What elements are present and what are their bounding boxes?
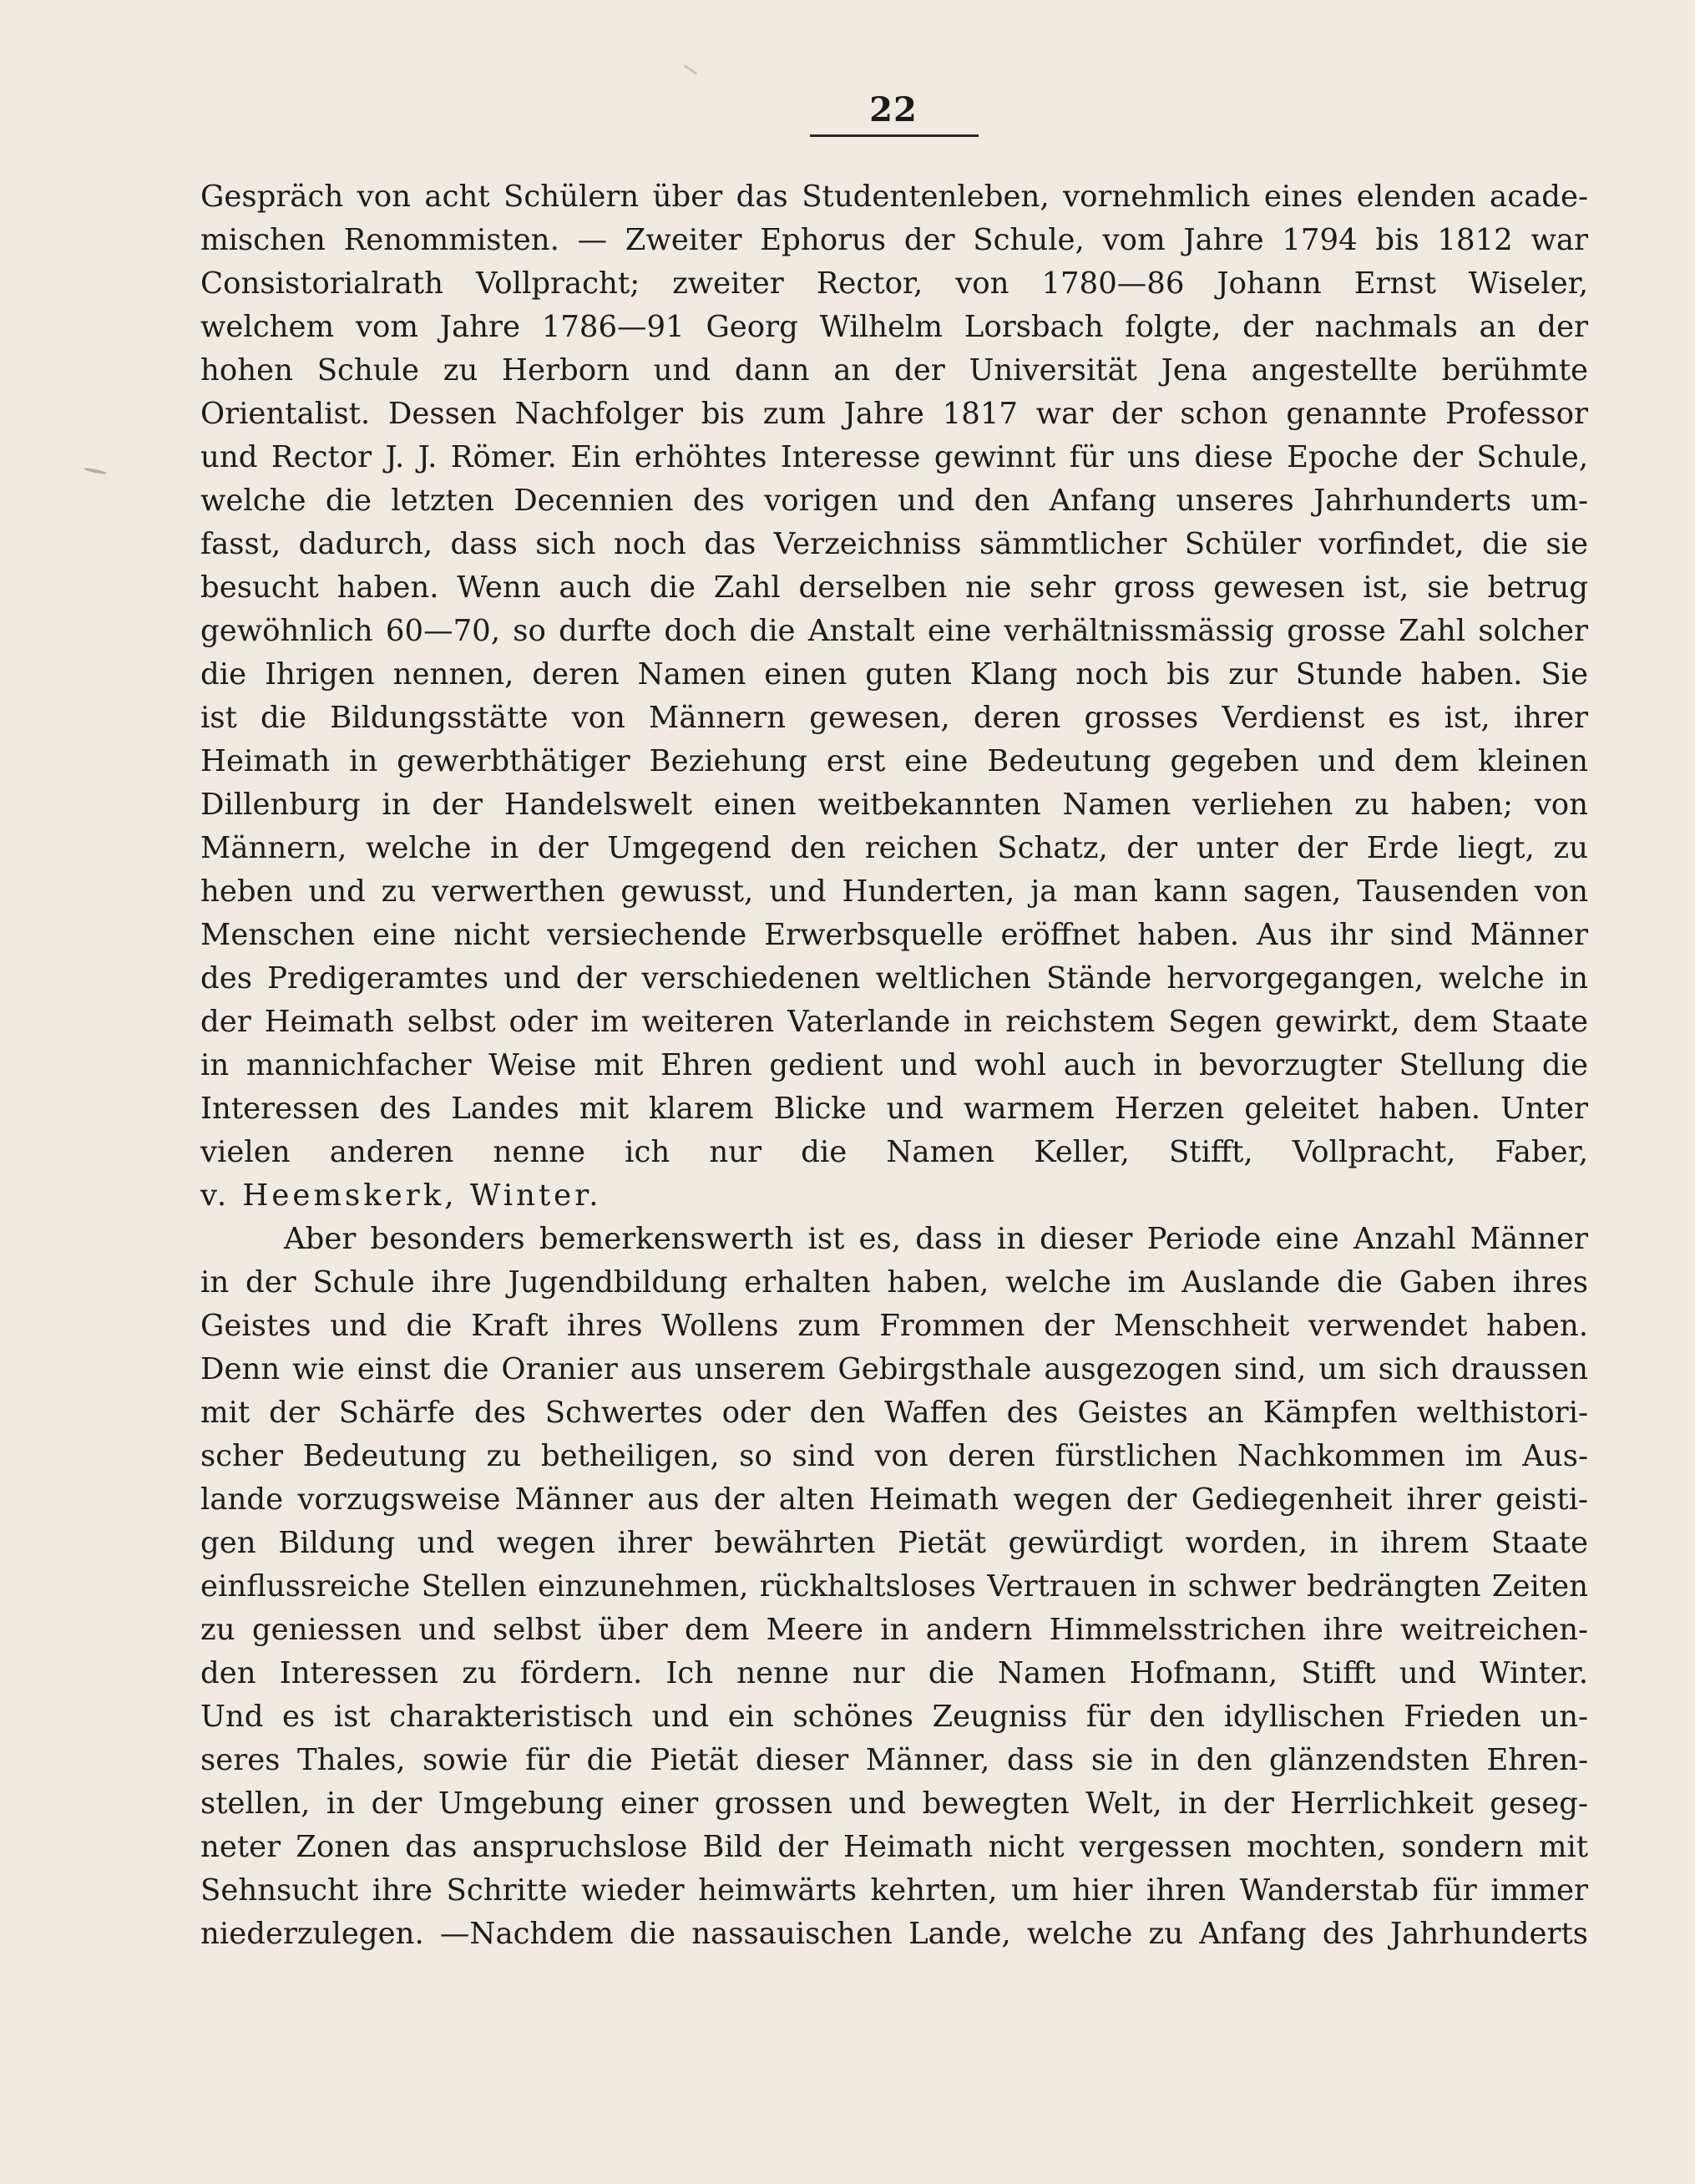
text-line: Geistes und die Kraft ihres Wollens zum Frommen der Menschheit verwendet haben. bbox=[200, 1309, 1588, 1343]
text-line: mit der Schärfe des Schwertes oder den Waffen des Geistes an Kämpfen welthistori- bbox=[200, 1396, 1588, 1430]
scan-speck bbox=[83, 467, 107, 475]
header-rule bbox=[810, 134, 979, 137]
scan-speck bbox=[684, 64, 697, 75]
text-line: heben und zu verwerthen gewusst, und Hunderten, ja man kann sagen, Tausenden von bbox=[200, 874, 1588, 909]
text-line: neter Zonen das anspruchslose Bild der Heimath nicht vergessen mochten, sondern mit bbox=[200, 1830, 1588, 1864]
text-line: seres Thales, sowie für die Pietät dieser Männer, dass sie in den glänzendsten Ehren- bbox=[200, 1743, 1588, 1777]
body-text bbox=[200, 175, 1588, 1956]
text-line: Männern, welche in der Umgegend den reichen Schatz, der unter der Erde liegt, zu bbox=[200, 831, 1588, 865]
text-line: hohen Schule zu Herborn und dann an der Universität Jena angestellte berühmte bbox=[200, 353, 1588, 388]
text-line: gen Bildung und wegen ihrer bewährten Pietät gewürdigt worden, in ihrem Staate bbox=[200, 1526, 1588, 1560]
text-line: vielen anderen nenne ich nur die Namen Keller, Stifft, Vollpracht, Faber, bbox=[200, 1135, 1588, 1169]
text-line: einflussreiche Stellen einzunehmen, rückhaltsloses Vertrauen in schwer bedrängten Zeiten bbox=[200, 1569, 1588, 1604]
text-line: fasst, dadurch, dass sich noch das Verzeichniss sämmtlicher Schüler vorfindet, die sie bbox=[200, 527, 1588, 561]
text-line: niederzulegen. —Nachdem die nassauischen Lande, welche zu Anfang des Jahrhunderts bbox=[200, 1917, 1588, 1951]
text-line: stellen, in der Umgebung einer grossen und bewegten Welt, in der Herrlichkeit geseg- bbox=[200, 1786, 1588, 1821]
page-number: 22 bbox=[869, 90, 918, 129]
text-line: die Ihrigen nennen, deren Namen einen guten Klang noch bis zur Stunde haben. Sie bbox=[200, 657, 1588, 692]
text-line: Denn wie einst die Oranier aus unserem Gebirgsthale ausgezogen sind, um sich draussen bbox=[200, 1352, 1588, 1386]
text-line: gewöhnlich 60—70, so durfte doch die Anstalt eine verhältnissmässig grosse Zahl solcher bbox=[200, 614, 1588, 648]
text-line: zu geniessen und selbst über dem Meere in andern Himmelsstrichen ihre weitreichen- bbox=[200, 1613, 1588, 1647]
text-line: Menschen eine nicht versiechende Erwerbsquelle eröffnet haben. Aus ihr sind Männer bbox=[200, 918, 1588, 952]
text-line: besucht haben. Wenn auch die Zahl derselben nie sehr gross gewesen ist, sie betrug bbox=[200, 570, 1588, 605]
text-line: Sehnsucht ihre Schritte wieder heimwärts kehrten, um hier ihren Wanderstab für immer bbox=[200, 1873, 1588, 1908]
text-line: Gespräch von acht Schülern über das Studentenleben, vornehmlich eines elenden acade- bbox=[200, 180, 1588, 214]
text-line: in der Schule ihre Jugendbildung erhalten haben, welche im Auslande die Gaben ihres bbox=[200, 1265, 1588, 1300]
text-line: welche die letzten Decennien des vorigen und den Anfang unseres Jahrhunderts um- bbox=[200, 484, 1588, 518]
text-line: der Heimath selbst oder im weiteren Vaterlande in reichstem Segen gewirkt, dem Staate bbox=[200, 1005, 1588, 1039]
text-line: Consistorialrath Vollpracht; zweiter Rector, von 1780—86 Johann Ernst Wiseler, bbox=[200, 266, 1588, 301]
text-line: Dillenburg in der Handelswelt einen weitbekannten Namen verliehen zu haben; von bbox=[200, 788, 1588, 822]
text-line: Interessen des Landes mit klarem Blicke und warmem Herzen geleitet haben. Unter bbox=[200, 1092, 1588, 1126]
text-line: den Interessen zu fördern. Ich nenne nur die Namen Hofmann, Stifft und Winter. bbox=[200, 1656, 1588, 1690]
text-line: lande vorzugsweise Männer aus der alten Heimath wegen der Gediegenheit ihrer geisti- bbox=[200, 1482, 1588, 1517]
text-line: Aber besonders bemerkenswerth ist es, dass in dieser Periode eine Anzahl Männer bbox=[284, 1222, 1588, 1256]
text-line: Orientalist. Dessen Nachfolger bis zum Jahre 1817 war der schon genannte Professor bbox=[200, 397, 1588, 431]
text-line: Heimath in gewerbthätiger Beziehung erst eine Bedeutung gegeben und dem kleinen bbox=[200, 744, 1588, 778]
text-line: und Rector J. J. Römer. Ein erhöhtes Interesse gewinnt für uns diese Epoche der Schule, bbox=[200, 440, 1588, 474]
text-line: mischen Renommisten. — Zweiter Ephorus der Schule, vom Jahre 1794 bis 1812 war bbox=[200, 223, 1588, 257]
text-line: scher Bedeutung zu betheiligen, so sind von deren fürstlichen Nachkommen im Aus- bbox=[200, 1439, 1588, 1473]
text-line: des Predigeramtes und der verschiedenen weltlichen Stände hervorgegangen, welche in bbox=[200, 961, 1588, 996]
text-line: ist die Bildungsstätte von Männern gewesen, deren grosses Verdienst es ist, ihrer bbox=[200, 701, 1588, 735]
text-line: v. Heemskerk, Winter. bbox=[200, 1178, 602, 1213]
text-line: in mannichfacher Weise mit Ehren gedient und wohl auch in bevorzugter Stellung die bbox=[200, 1048, 1588, 1082]
text-line: Und es ist charakteristisch und ein schönes Zeugniss für den idyllischen Frieden un- bbox=[200, 1700, 1588, 1734]
text-line: welchem vom Jahre 1786—91 Georg Wilhelm Lorsbach folgte, der nachmals an der bbox=[200, 310, 1588, 344]
